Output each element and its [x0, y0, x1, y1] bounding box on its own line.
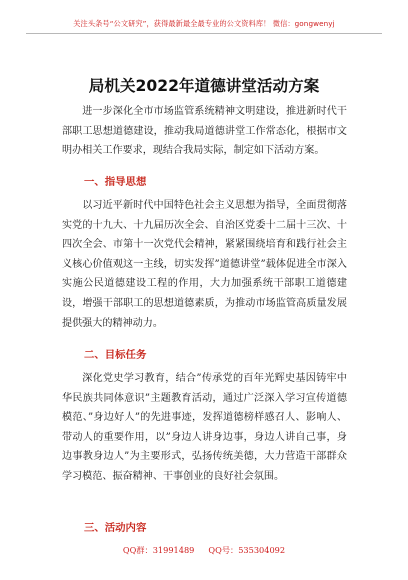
- section-body-goals: 深化党史学习教育，结合”传承党的百年光辉史基因铸牢中华民族共同体意识”主题教育活动，通过广泛深入学习宣传道德模范、”身边好人”的先进事迹，发挥道德榜样感召人、影响人、带动人的重要作用，以”身边人讲身边事，身边人讲自己事，身边事教身边人”为主要形式，弘扬传统美德，大力营造干部群众学习模范、振奋精神、干事创业的良好社会氛围。: [62, 373, 347, 482]
- intro-paragraph: 进一步深化全市市场监管系统精神文明建设，推进新时代干部职工思想道德建设，推动我局道德讲堂工作常态化，根据市文明办相关工作要求，现结合我局实际，制定如下活动方案。: [62, 106, 347, 157]
- footer-qq-number: QQ号：535304092: [208, 545, 286, 555]
- section-body-guiding-ideology: 以习近平新时代中国特色社会主义思想为指导，全面贯彻落实党的十九大、十九届历次全会、自治区党委十二届十三次、十四次全会、市第十一次党代会精神，紧紧围绕培育和践行社会主义核心价值观这一主线，切实发挥”道德讲堂”载体促进全市深入实施公民道德建设工程的作用，大力加强系统干部职工道德建设，增强干部职工的思想道德素质，为推动市场监管高质量发展提供强大的精神动力。: [62, 200, 347, 329]
- section-heading-goals: 二、目标任务: [84, 349, 147, 361]
- header-divider: [26, 33, 382, 34]
- footer-note: [0, 545, 408, 556]
- section-heading-guiding-ideology: 一、指导思想: [84, 176, 147, 188]
- document-title: 局机关2022年道德讲堂活动方案: [88, 77, 320, 95]
- section-heading-activities: 三、活动内容: [84, 522, 147, 534]
- footer-qq-group: QQ群：31991489: [122, 545, 195, 555]
- header-note: 关注头条号“公文研究”，获得最新最全最专业的公文资料库！ 微信：gongwenyj: [73, 19, 335, 28]
